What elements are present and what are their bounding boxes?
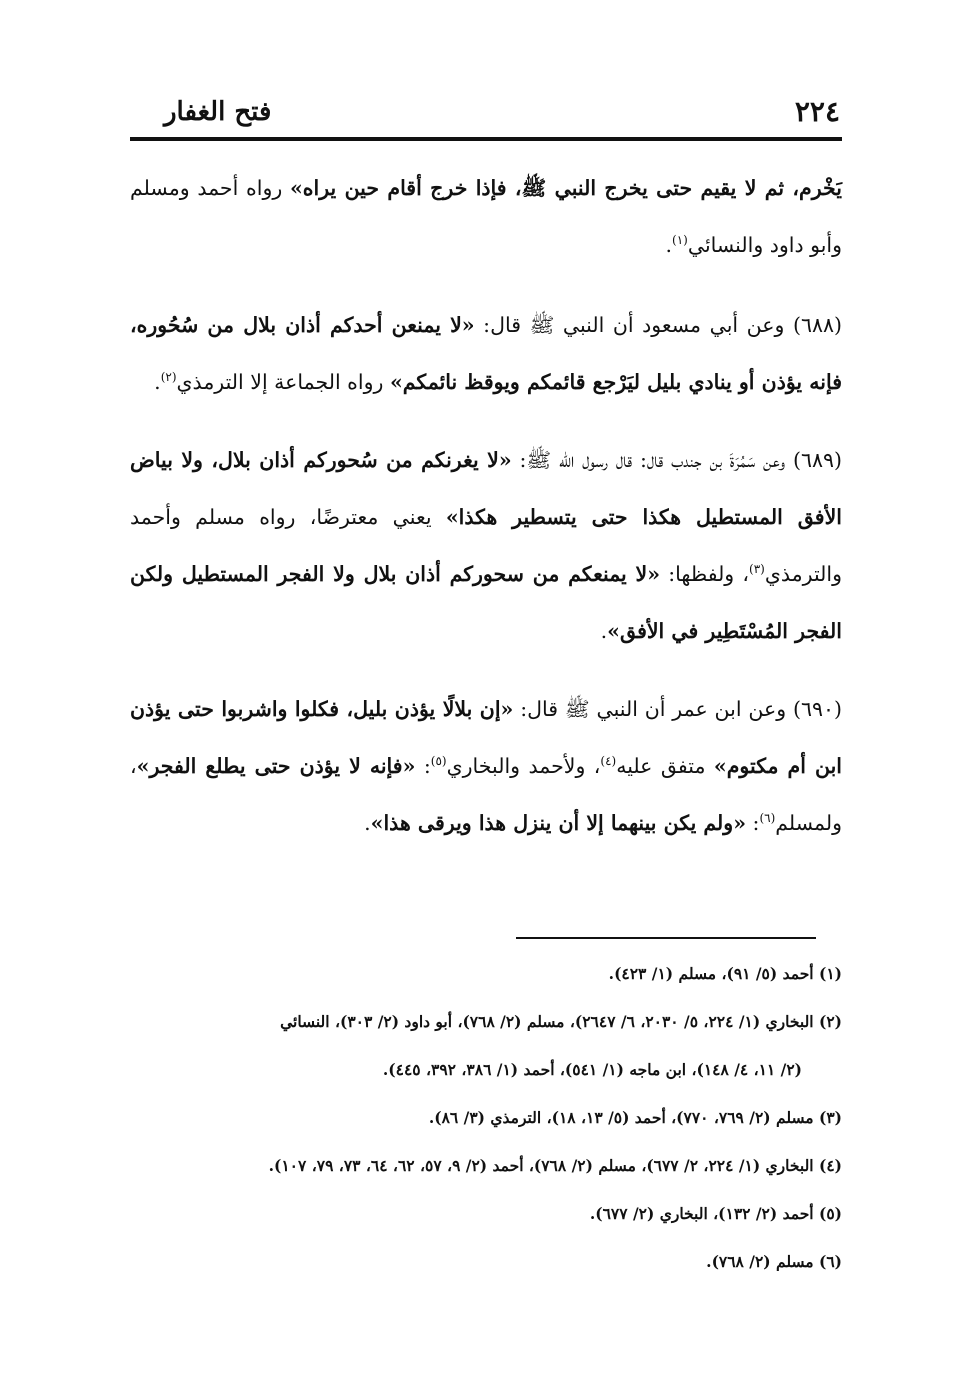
footnote-continuation: (٢/ ١١، ٤/ ١٤٨)، ابن ماجه (١/ ٥٤١)، أحمد (١/ ٣٨٦، ٣٩٢، ٤٤٥). bbox=[382, 1060, 802, 1079]
footnote-text: (١) أحمد (٥/ ٩١)، مسلم (١/ ٤٢٣). bbox=[608, 964, 842, 983]
punctuation: . bbox=[364, 811, 371, 835]
footnote-6 bbox=[110, 1238, 842, 1286]
footnote-ref: (٤) bbox=[600, 754, 617, 769]
punctuation: . bbox=[665, 233, 673, 257]
narration-text: وعن ابن عمر أن النبي ﷺ قال: bbox=[513, 697, 793, 721]
narration-text: يعني معترضًا، رواه مسلم وأحمد والترمذي bbox=[130, 505, 842, 586]
footnote-text: (٥) أحمد (٢/ ١٣٢)، البخاري (٢/ ٦٧٧). bbox=[589, 1204, 842, 1223]
narration-text: رواه أحمد ومسلم وأبو داود والنسائي bbox=[130, 176, 842, 257]
narration-text: رواه الجماعة إلا الترمذي bbox=[176, 370, 390, 394]
hadith-689 bbox=[130, 432, 842, 660]
narration-text: ، ولأحمد والبخاري bbox=[446, 754, 601, 778]
footnote-text: (٢) البخاري (١/ ٢٢٤، ٥/ ٢٠٣٠، ٦/ ٢٦٤٧)، مسلم (٢/ ٧٦٨)، أبو داود (٢/ ٣٠٣)، النسائي bbox=[280, 1012, 842, 1031]
narration-text: ، ولفظها: bbox=[660, 562, 750, 586]
footnote-separator bbox=[516, 937, 816, 939]
narration-text: وعن أبي مسعود أن النبي ﷺ قال: bbox=[474, 313, 793, 337]
footnote-1 bbox=[110, 950, 842, 998]
narration-text: متفق عليه bbox=[616, 754, 714, 778]
footnote-ref: (٣) bbox=[749, 562, 765, 577]
main-text bbox=[130, 160, 842, 873]
hadith-number: (٦٨٨) bbox=[792, 313, 842, 337]
punctuation: . bbox=[600, 619, 608, 643]
footnotes bbox=[110, 950, 842, 1286]
hadith-quote: «إن بلالًا يؤذن بليل، فكلوا واشربوا حتى يؤذن ابن أم مكتوم» bbox=[130, 697, 842, 778]
narration-text: : bbox=[746, 811, 760, 835]
hadith-quote: «لا يمنعكم من سحوركم أذان بلال ولا الفجر المستطيل ولكن الفجر المُسْتَطِير في الأفق» bbox=[130, 562, 842, 643]
footnote-ref: (٦) bbox=[759, 811, 776, 826]
hadith-quote: «لا يمنعن أحدكم أذان بلال من سُحُوره، فإنه يؤذن أو ينادي بليل ليَرْجع قائمكم ويوقظ نائمكم» bbox=[130, 313, 842, 394]
hadith-quote: «لا يغرنكم من سُحوركم أذان بلال، ولا بياض الأفق المستطيل هكذا حتى يتسطير هكذا» bbox=[130, 448, 842, 529]
hadith-quote: يَخْرم، ثم لا يقيم حتى يخرج النبي ﷺ، فإذا خرج أقام حين يراه» bbox=[289, 176, 842, 200]
narration-text: وعن سَمُرَةَ بن جندب قال: قال رسول الله ﷺ: bbox=[511, 448, 793, 472]
hadith-number: (٦٨٩) bbox=[792, 448, 842, 472]
footnote-3 bbox=[110, 1094, 842, 1142]
running-header bbox=[138, 92, 840, 136]
hadith-number: (٦٩٠) bbox=[792, 697, 842, 721]
paragraph-continuation bbox=[130, 160, 842, 274]
punctuation: . bbox=[154, 370, 161, 394]
book-title: فتح الغفار bbox=[164, 97, 272, 127]
footnote-text: (٦) مسلم (٢/ ٧٦٨). bbox=[706, 1252, 842, 1271]
hadith-quote: «ولم يكن بينهما إلا أن ينزل هذا ويرقى هذا» bbox=[370, 811, 747, 835]
footnote-ref: (١) bbox=[672, 233, 688, 248]
hadith-quote: «فإنه لا يؤذن حتى يطلع الفجر» bbox=[136, 754, 416, 778]
footnote-text: (٤) البخاري (١/ ٢٢٤، ٢/ ٦٧٧)، مسلم (٢/ ٧٦٨)، أحمد (٢/ ٩، ٥٧، ٦٢، ٦٤، ٧٣، ٧٩، ١٠٧). bbox=[268, 1156, 842, 1175]
footnote-ref: (٢) bbox=[160, 370, 177, 385]
footnote-5 bbox=[110, 1190, 842, 1238]
hadith-690 bbox=[130, 681, 842, 852]
footnote-2 bbox=[110, 998, 842, 1094]
footnote-4 bbox=[110, 1142, 842, 1190]
narration-text: ، ولمسلم bbox=[130, 754, 842, 835]
header-rule bbox=[130, 137, 842, 141]
page-number: ٢٢٤ bbox=[794, 95, 840, 128]
hadith-688 bbox=[130, 297, 842, 411]
footnote-text: (٣) مسلم (٢/ ٧٦٩، ٧٧٠)، أحمد (٥/ ١٣، ١٨)، الترمذي (٣/ ٨٦). bbox=[428, 1108, 842, 1127]
footnote-ref: (٥) bbox=[430, 754, 447, 769]
narration-text: : bbox=[415, 754, 431, 778]
